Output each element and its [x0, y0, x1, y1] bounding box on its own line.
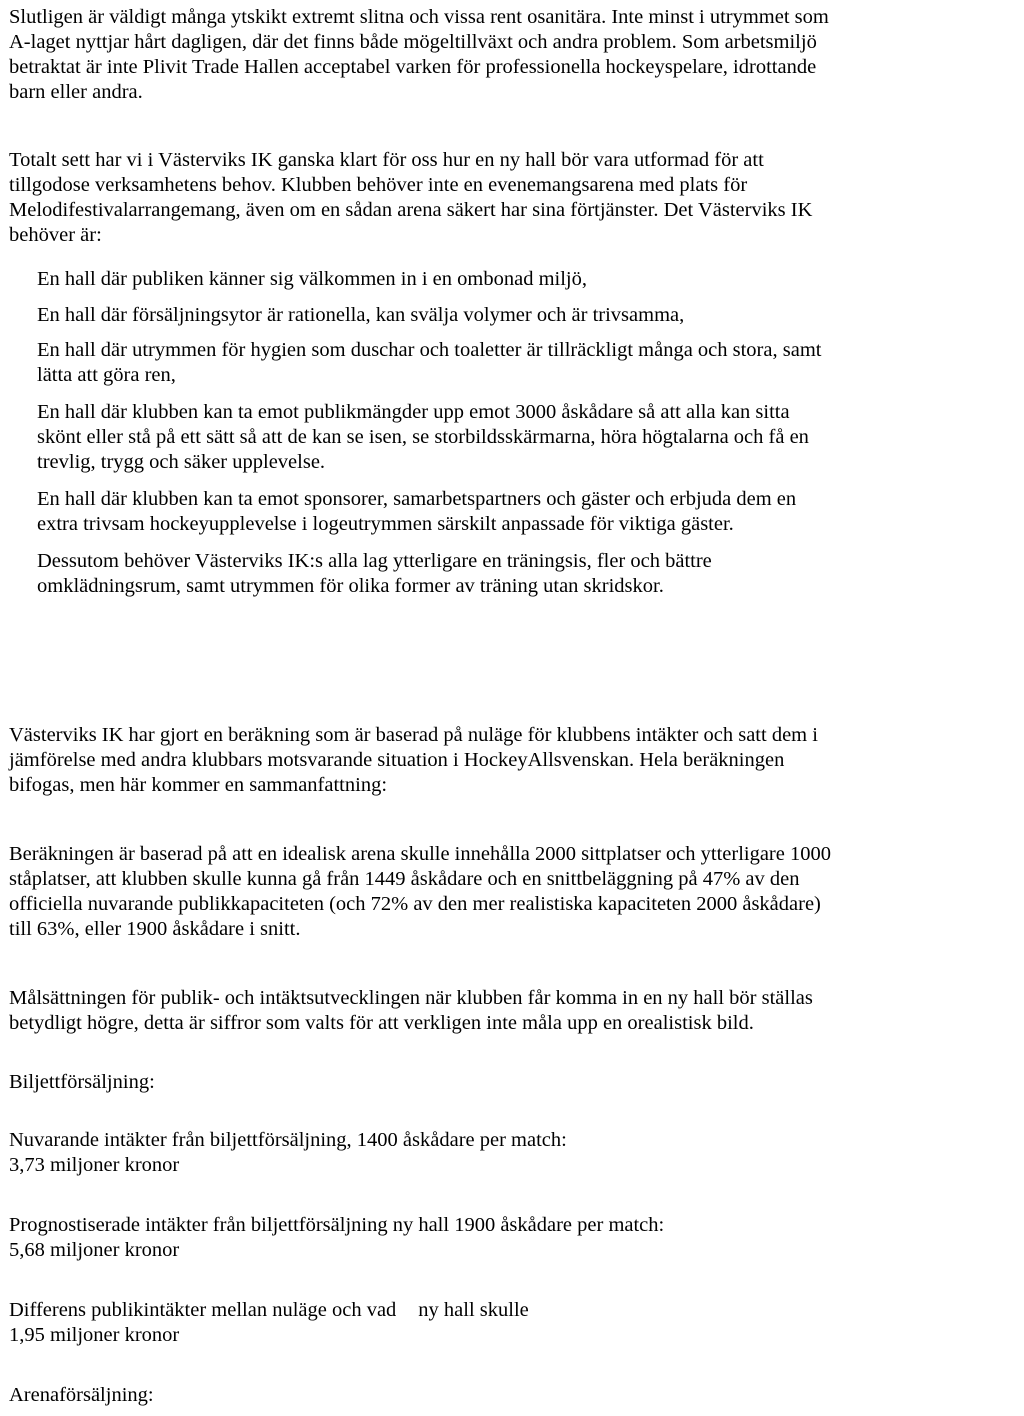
text-line: Nuvarande intäkter från biljettförsäljning, 1400 åskådare per match:	[9, 1129, 567, 1151]
text-line: Beräkningen är baserad på att en idealisk arena skulle innehålla 2000 sittplatser och ytterligare 1000	[9, 843, 831, 865]
text-line: bifogas, men här kommer en sammanfattning:	[9, 774, 388, 796]
text-line: Slutligen är väldigt många ytskikt extremt slitna och vissa rent osanitära. Inte minst i utrymmet som	[9, 6, 829, 28]
text-line: jämförelse med andra klubbars motsvarande situation i HockeyAllsvenskan. Hela beräkningen	[9, 749, 785, 771]
text-line: Dessutom behöver Västerviks IK:s alla lag ytterligare en träningsis, fler och bättre	[37, 550, 712, 572]
text-line: 1,95 miljoner kronor	[9, 1324, 180, 1346]
text-line: En hall där utrymmen för hygien som duschar och toaletter är tillräckligt många och stora, samt	[37, 339, 822, 361]
ticket-sales-heading	[9, 1070, 155, 1095]
text-line: En hall där klubben kan ta emot sponsorer, samarbetspartners och gäster och erbjuda dem en	[37, 488, 797, 510]
text-line: Melodifestivalarrangemang, även om en sådan arena säkert har sina förtjänster. Det Västerviks IK	[9, 199, 813, 221]
calculation-intro-paragraph	[9, 723, 818, 798]
calculation-basis-paragraph	[9, 842, 831, 942]
text-line: Prognostiserade intäkter från biljettförsäljning ny hall 1900 åskådare per match:	[9, 1214, 665, 1236]
text-line: Västerviks IK har gjort en beräkning som är baserad på nuläge för klubbens intäkter och satt dem i	[9, 724, 818, 746]
difference-text-part: Differens publikintäkter mellan nuläge och vad	[9, 1299, 397, 1321]
text-line: 3,73 miljoner kronor	[9, 1154, 180, 1176]
text-line: till 63%, eller 1900 åskådare i snitt.	[9, 918, 301, 940]
text-line: A-laget nyttjar hårt dagligen, där det finns både mögeltillväxt och andra problem. Som arbetsmiljö	[9, 31, 817, 53]
text-line: En hall där klubben kan ta emot publikmängder upp emot 3000 åskådare så att alla kan sitta	[37, 401, 790, 423]
text-line: En hall där publiken känner sig välkommen in i en ombonad miljö,	[37, 268, 587, 290]
needs-list-item	[37, 487, 796, 537]
difference-text-part: ny hall skulle	[418, 1299, 529, 1321]
difference-revenue-block	[9, 1298, 529, 1348]
text-line: Biljettförsäljning:	[9, 1071, 155, 1093]
text-line: omklädningsrum, samt utrymmen för olika former av träning utan skridskor.	[37, 575, 664, 597]
needs-list-item	[37, 549, 712, 599]
needs-list-item	[37, 303, 684, 328]
text-line: behöver är:	[9, 224, 102, 246]
text-line: extra trivsam hockeyupplevelse i logeutrymmen särskilt anpassade för viktiga gäster.	[37, 513, 734, 535]
current-revenue-block	[9, 1128, 567, 1178]
forecast-revenue-block	[9, 1213, 664, 1263]
text-line: barn eller andra.	[9, 81, 143, 103]
text-line: lätta att göra ren,	[37, 364, 176, 386]
text-line: betydligt högre, detta är siffror som valts för att verkligen inte måla upp en orealistisk bild.	[9, 1012, 754, 1034]
text-line: En hall där försäljningsytor är rationella, kan svälja volymer och är trivsamma,	[37, 304, 685, 326]
needs-list-item	[37, 400, 809, 475]
intro-paragraph	[9, 5, 829, 105]
needs-list-item	[37, 267, 587, 292]
text-line: ståplatser, att klubben skulle kunna gå från 1449 åskådare och en snittbeläggning på 47% av den	[9, 868, 800, 890]
text-line: Totalt sett har vi i Västerviks IK ganska klart för oss hur en ny hall bör vara utformad för att	[9, 149, 764, 171]
needs-list-item	[37, 338, 821, 388]
text-line: skönt eller stå på ett sätt så att de kan se isen, se storbildsskärmarna, höra högtalarna och få en	[37, 426, 809, 448]
text-line: Målsättningen för publik- och intäktsutvecklingen när klubben får komma in en ny hall bör ställas	[9, 987, 813, 1009]
text-line: tillgodose verksamhetens behov. Klubben behöver inte en evenemangsarena med plats för	[9, 174, 748, 196]
text-line: 5,68 miljoner kronor	[9, 1239, 180, 1261]
goal-paragraph	[9, 986, 813, 1036]
needs-paragraph	[9, 148, 812, 248]
text-line: betraktat är inte Plivit Trade Hallen acceptabel varken för professionella hockeyspelare, idrottande	[9, 56, 817, 78]
text-line: officiella nuvarande publikkapaciteten (och 72% av den mer realistiska kapaciteten 2000 åskådare)	[9, 893, 821, 915]
text-line: Arenaförsäljning:	[9, 1384, 154, 1406]
text-line: trevlig, trygg och säker upplevelse.	[37, 451, 326, 473]
text-line	[9, 1298, 529, 1323]
arena-sales-heading	[9, 1383, 154, 1408]
